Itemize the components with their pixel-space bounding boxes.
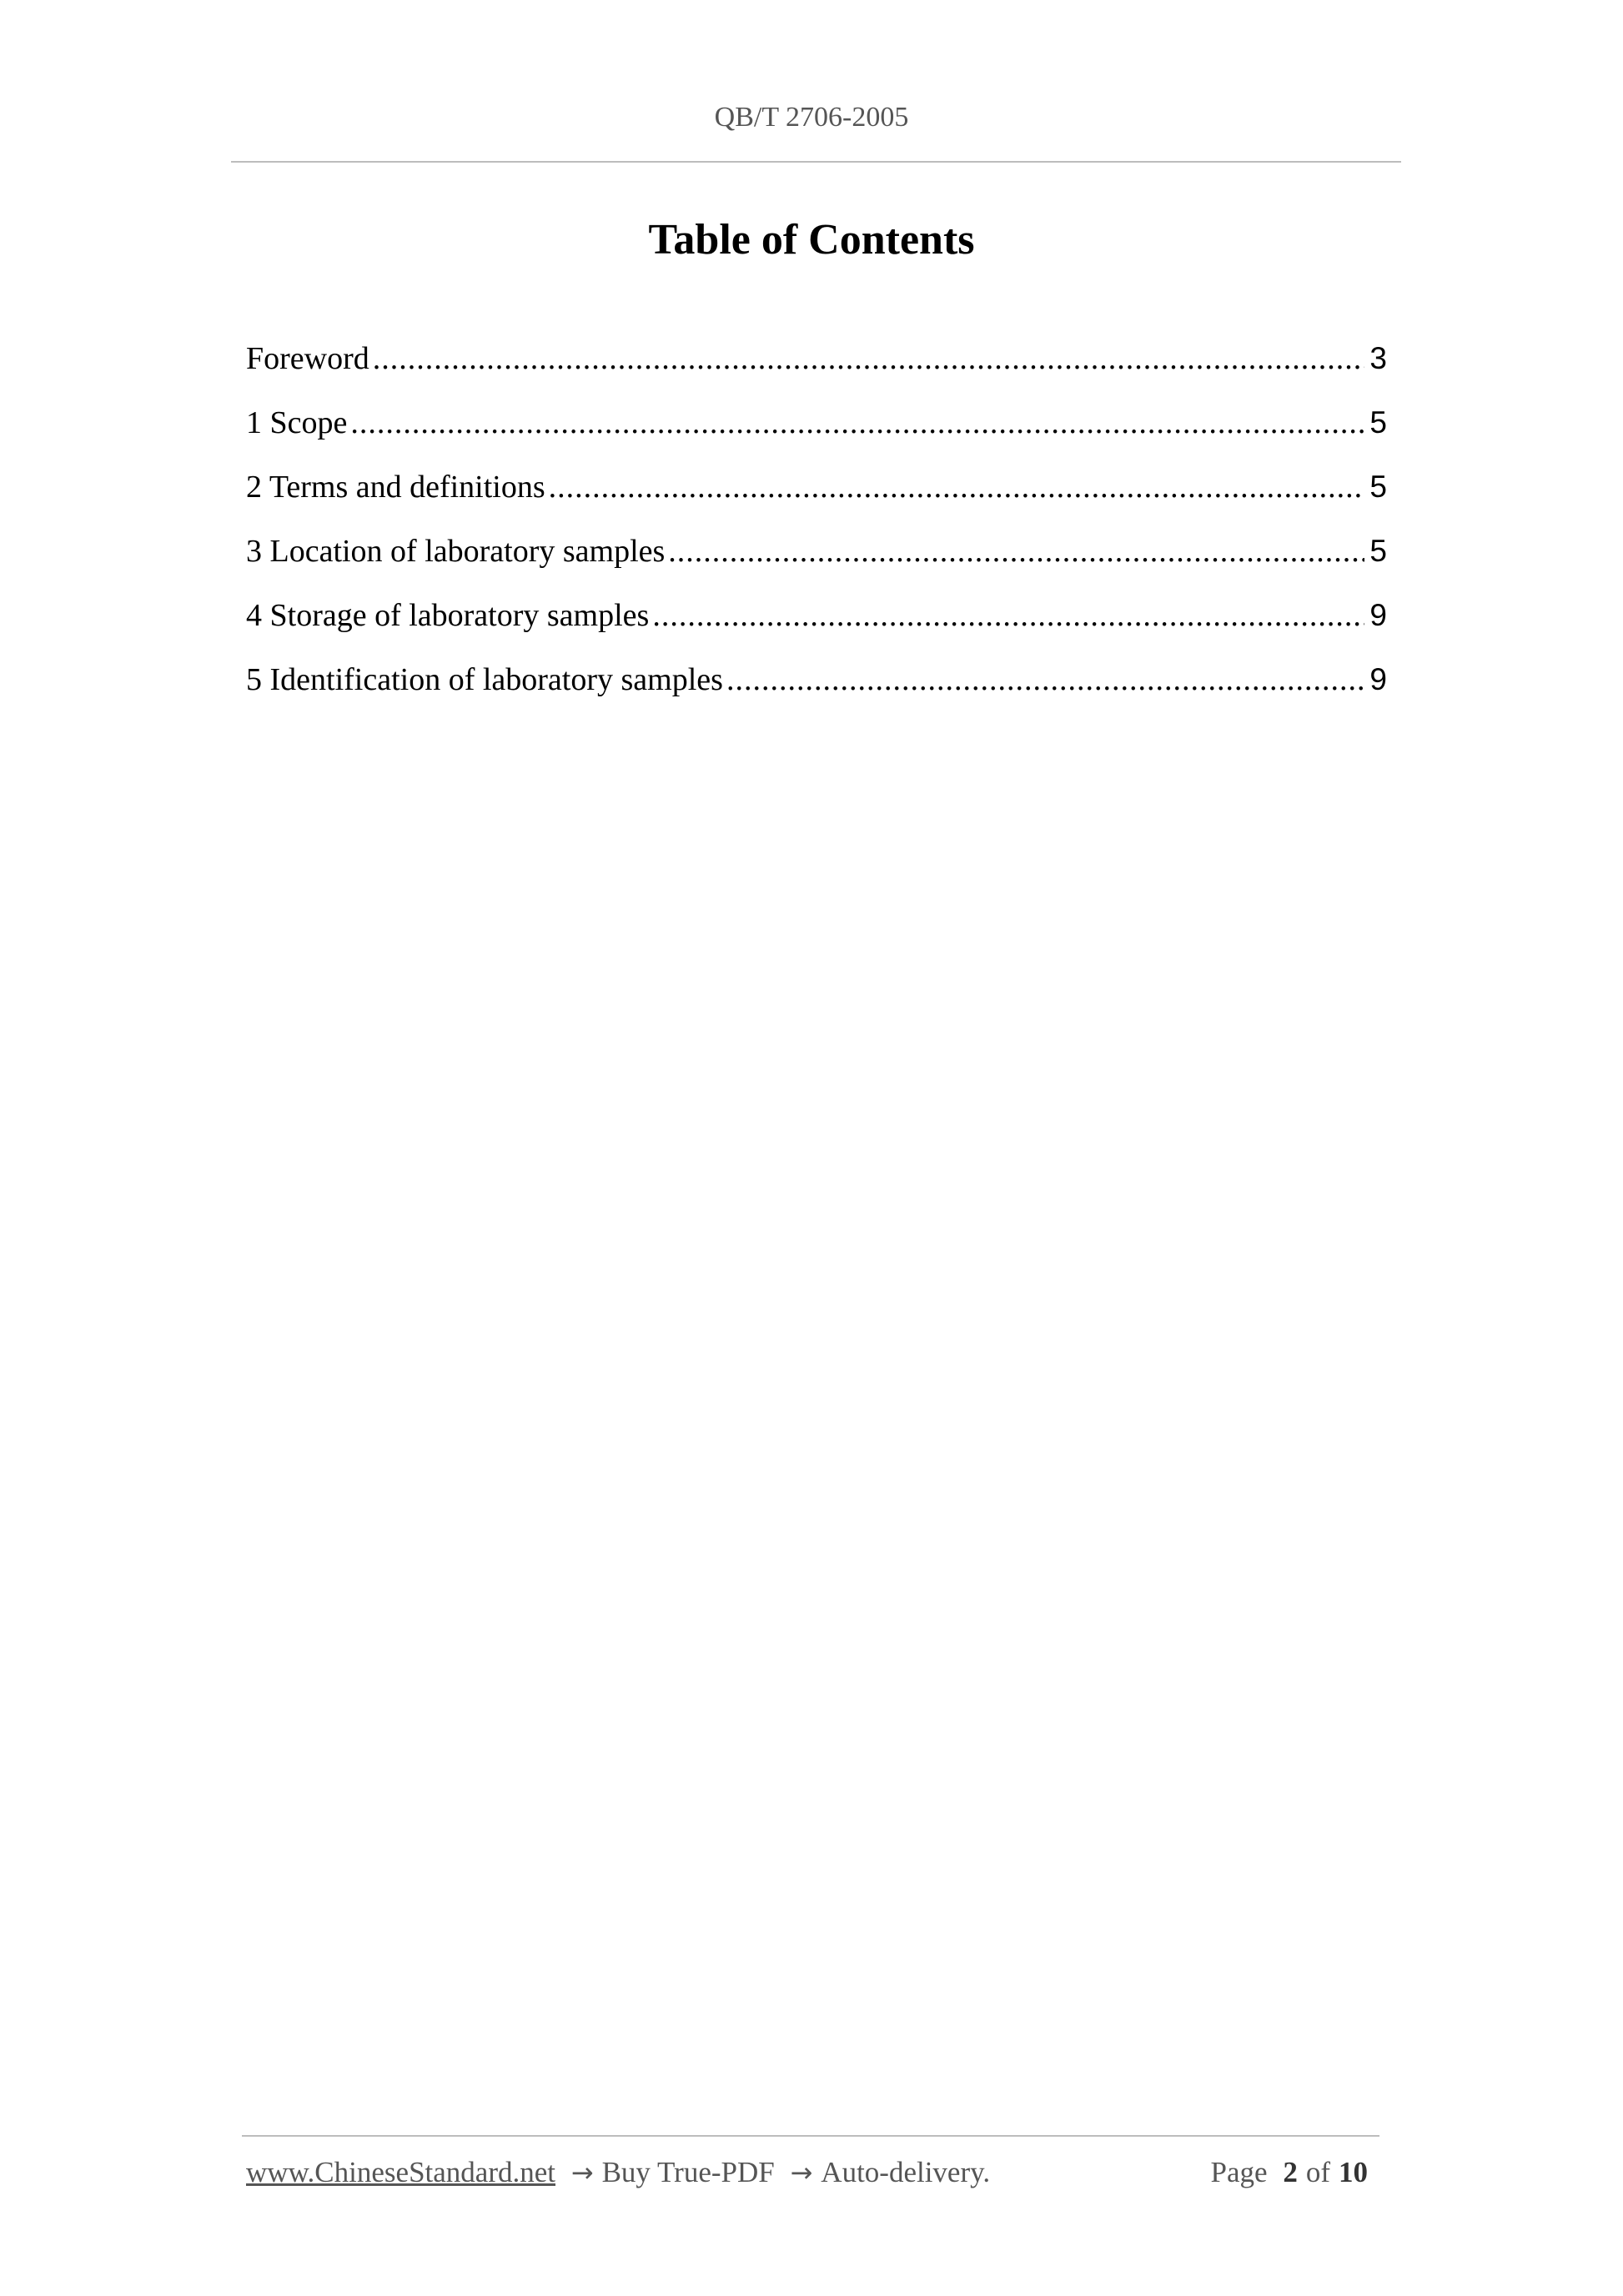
toc-entry-page: 5 (1369, 405, 1387, 440)
toc-entry-label: 4 Storage of laboratory samples (246, 598, 650, 633)
page-number (1211, 2156, 1376, 2189)
toc-entry-page: 5 (1369, 470, 1387, 504)
arrow-right-icon: → (570, 2157, 594, 2188)
total-pages: 10 (1339, 2156, 1368, 2188)
arrow-right-icon: → (790, 2157, 813, 2188)
toc-dot-leader (549, 462, 1365, 512)
buy-true-pdf-text: Buy True-PDF (601, 2156, 775, 2188)
toc-dot-leader (652, 590, 1364, 641)
toc-entry-identification[interactable] (246, 655, 1387, 719)
toc-entry-page: 3 (1369, 341, 1387, 375)
toc-entry-page: 5 (1369, 534, 1387, 568)
toc-entry-page: 9 (1369, 598, 1387, 632)
toc-entry-label: 1 Scope (246, 405, 348, 440)
auto-delivery-text: Auto-delivery. (821, 2156, 991, 2188)
toc-entry-label: 3 Location of laboratory samples (246, 534, 666, 569)
footer-divider (242, 2135, 1379, 2137)
header-divider (231, 161, 1401, 163)
toc-entry-storage[interactable] (246, 590, 1387, 655)
toc-entry-terms[interactable] (246, 462, 1387, 526)
toc-entry-label: Foreword (246, 341, 369, 376)
website-link[interactable]: www.ChineseStandard.net (246, 2156, 555, 2188)
page-footer (246, 2156, 1376, 2189)
document-id-header: QB/T 2706-2005 (714, 102, 909, 133)
current-page: 2 (1283, 2156, 1298, 2188)
toc-entry-page: 9 (1369, 662, 1387, 696)
toc-dot-leader (668, 526, 1364, 576)
toc-entry-label: 5 Identification of laboratory samples (246, 662, 723, 697)
page-word: Page (1210, 2156, 1268, 2188)
toc-entry-location[interactable] (246, 526, 1387, 590)
toc-dot-leader (373, 334, 1365, 384)
footer-promo (246, 2156, 990, 2189)
toc-entry-label: 2 Terms and definitions (246, 470, 545, 505)
toc-list (246, 334, 1387, 719)
toc-dot-leader (350, 398, 1364, 448)
toc-entry-foreword[interactable] (246, 334, 1387, 398)
toc-dot-leader (726, 655, 1364, 705)
of-word: of (1305, 2156, 1330, 2188)
toc-title: Table of Contents (648, 216, 975, 264)
toc-entry-scope[interactable] (246, 398, 1387, 462)
